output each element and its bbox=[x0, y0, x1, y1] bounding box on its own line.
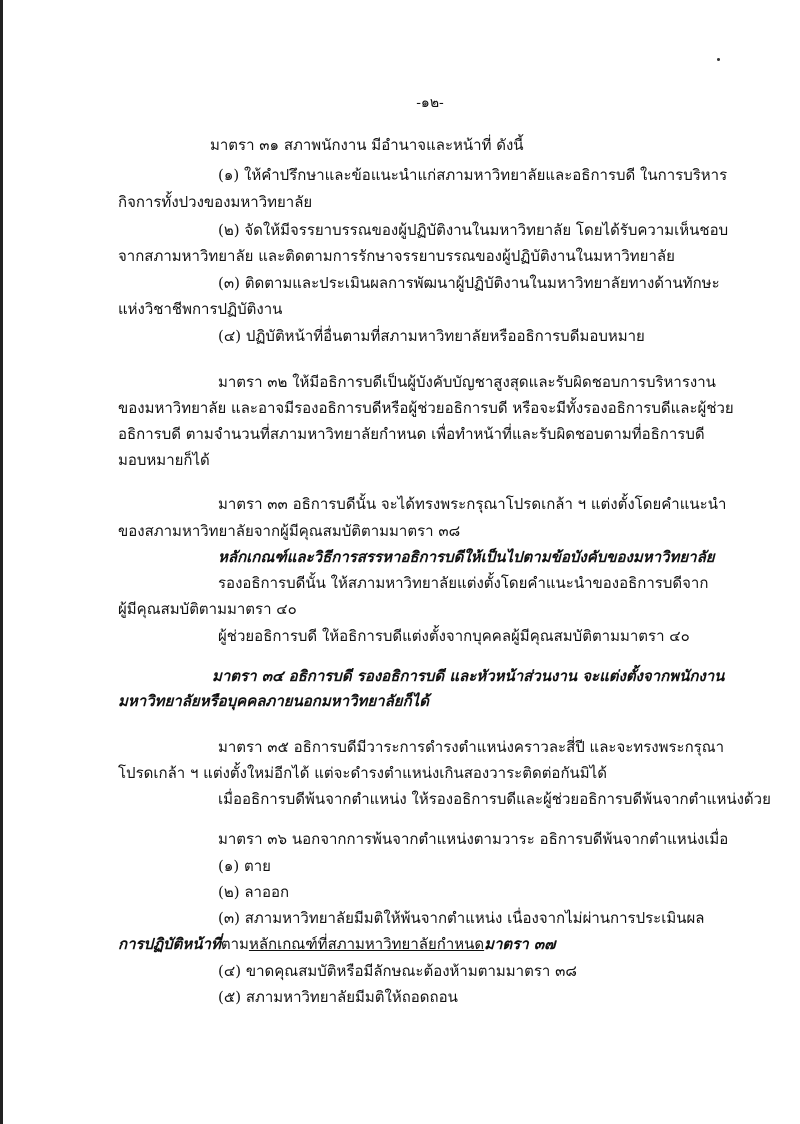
amended-text: การปฏิบัติหน้าที่ bbox=[118, 935, 221, 953]
section-36-item-3-cont bbox=[118, 934, 555, 954]
section-31-item-2-cont: จากสภามหาวิทยาลัย และติดตามการรักษาจรรยาบรรณของผู้ปฏิบัติงานในมหาวิทยาลัย bbox=[118, 247, 675, 265]
section-36-item-3: (๓) สภามหาวิทยาลัยมีมติให้พ้นจากตำแหน่ง เนื่องจากไม่ผ่านการประเมินผล bbox=[218, 909, 705, 927]
section-36-item-1: (๑) ตาย bbox=[218, 857, 271, 875]
section-31-item-2: (๒) จัดให้มีจรรยาบรรณของผู้ปฏิบัติงานในมหาวิทยาลัย โดยได้รับความเห็นชอบ bbox=[218, 221, 729, 239]
scan-speck bbox=[717, 58, 720, 61]
section-33-amendment: หลักเกณฑ์และวิธีการสรรหาอธิการบดีให้เป็นไปตามข้อบังคับของมหาวิทยาลัย bbox=[218, 548, 715, 566]
section-35-line-3: เมื่ออธิการบดีพ้นจากตำแหน่ง ให้รองอธิการบดีและผู้ช่วยอธิการบดีพ้นจากตำแหน่งด้วย bbox=[218, 790, 771, 808]
section-31-item-1-cont: กิจการทั้งปวงของมหาวิทยาลัย bbox=[118, 193, 313, 211]
amended-reference: มาตรา ๓๗ bbox=[484, 935, 556, 953]
page-number: -๑๒- bbox=[416, 95, 444, 111]
section-32-line-2: ของมหาวิทยาลัย และอาจมีรองอธิการบดีหรือผู้ช่วยอธิการบดี หรือจะมีทั้งรองอธิการบดีและผู้ช่วย bbox=[118, 399, 734, 417]
section-33-line-5: ผู้มีคุณสมบัติตามมาตรา ๔๐ bbox=[118, 600, 297, 618]
section-36-item-2: (๒) ลาออก bbox=[218, 883, 290, 901]
section-36-item-5: (๕) สภามหาวิทยาลัยมีมติให้ถอดถอน bbox=[218, 988, 458, 1006]
section-34-line-1: มาตรา ๓๔ อธิการบดี รองอธิการบดี และหัวหน้าส่วนงาน จะแต่งตั้งจากพนักงาน bbox=[212, 667, 725, 685]
plain-text: ตาม bbox=[220, 935, 249, 953]
section-32-line-1: มาตรา ๓๒ ให้มีอธิการบดีเป็นผู้บังคับบัญชาสูงสุดและรับผิดชอบการบริหารงาน bbox=[218, 373, 716, 391]
section-36-line-1: มาตรา ๓๖ นอกจากการพ้นจากตำแหน่งตามวาระ อธิการบดีพ้นจากตำแหน่งเมื่อ bbox=[218, 830, 729, 848]
section-31-item-4: (๔) ปฏิบัติหน้าที่อื่นตามที่สภามหาวิทยาลัยหรืออธิการบดีมอบหมาย bbox=[218, 327, 645, 345]
section-33-line-6: ผู้ช่วยอธิการบดี ให้อธิการบดีแต่งตั้งจากบุคคลผู้มีคุณสมบัติตามมาตรา ๔๐ bbox=[218, 627, 690, 645]
section-36-item-4: (๔) ขาดคุณสมบัติหรือมีลักษณะต้องห้ามตามมาตรา ๓๘ bbox=[218, 962, 577, 980]
section-32-line-4: มอบหมายก็ได้ bbox=[118, 451, 210, 469]
section-33-line-4: รองอธิการบดีนั้น ให้สภามหาวิทยาลัยแต่งตั้งโดยคำแนะนำของอธิการบดีจาก bbox=[218, 574, 709, 592]
scan-left-border bbox=[0, 0, 3, 1124]
section-32-line-3: อธิการบดี ตามจำนวนที่สภามหาวิทยาลัยกำหนด เพื่อทำหน้าที่และรับผิดชอบตามที่อธิการบดี bbox=[118, 425, 705, 443]
section-35-line-1: มาตรา ๓๕ อธิการบดีมีวาระการดำรงตำแหน่งคราวละสี่ปี และจะทรงพระกรุณา bbox=[218, 738, 725, 756]
section-31-item-3-cont: แห่งวิชาชีพการปฏิบัติงาน bbox=[118, 300, 283, 318]
underlined-text: หลักเกณฑ์ที่สภามหาวิทยาลัยกำหนด bbox=[248, 935, 485, 953]
section-31-item-1: (๑) ให้คำปรึกษาและข้อแนะนำแก่สภามหาวิทยาลัยและอธิการบดี ในการบริหาร bbox=[218, 166, 728, 184]
section-33-line-1: มาตรา ๓๓ อธิการบดีนั้น จะได้ทรงพระกรุณาโปรดเกล้า ฯ แต่งตั้งโดยคำแนะนำ bbox=[218, 495, 727, 513]
section-33-line-2: ของสภามหาวิทยาลัยจากผู้มีคุณสมบัติตามมาตรา ๓๘ bbox=[118, 522, 461, 540]
section-34-line-2: มหาวิทยาลัยหรือบุคคลภายนอกมหาวิทยาลัยก็ได้ bbox=[118, 692, 429, 710]
section-31-item-3: (๓) ติดตามและประเมินผลการพัฒนาผู้ปฏิบัติงานในมหาวิทยาลัยทางด้านทักษะ bbox=[218, 274, 720, 292]
section-31-heading: มาตรา ๓๑ สภาพนักงาน มีอำนาจและหน้าที่ ดังนี้ bbox=[210, 136, 524, 154]
section-35-line-2: โปรดเกล้า ฯ แต่งตั้งใหม่อีกได้ แต่จะดำรงตำแหน่งเกินสองวาระติดต่อกันมิได้ bbox=[118, 764, 607, 782]
